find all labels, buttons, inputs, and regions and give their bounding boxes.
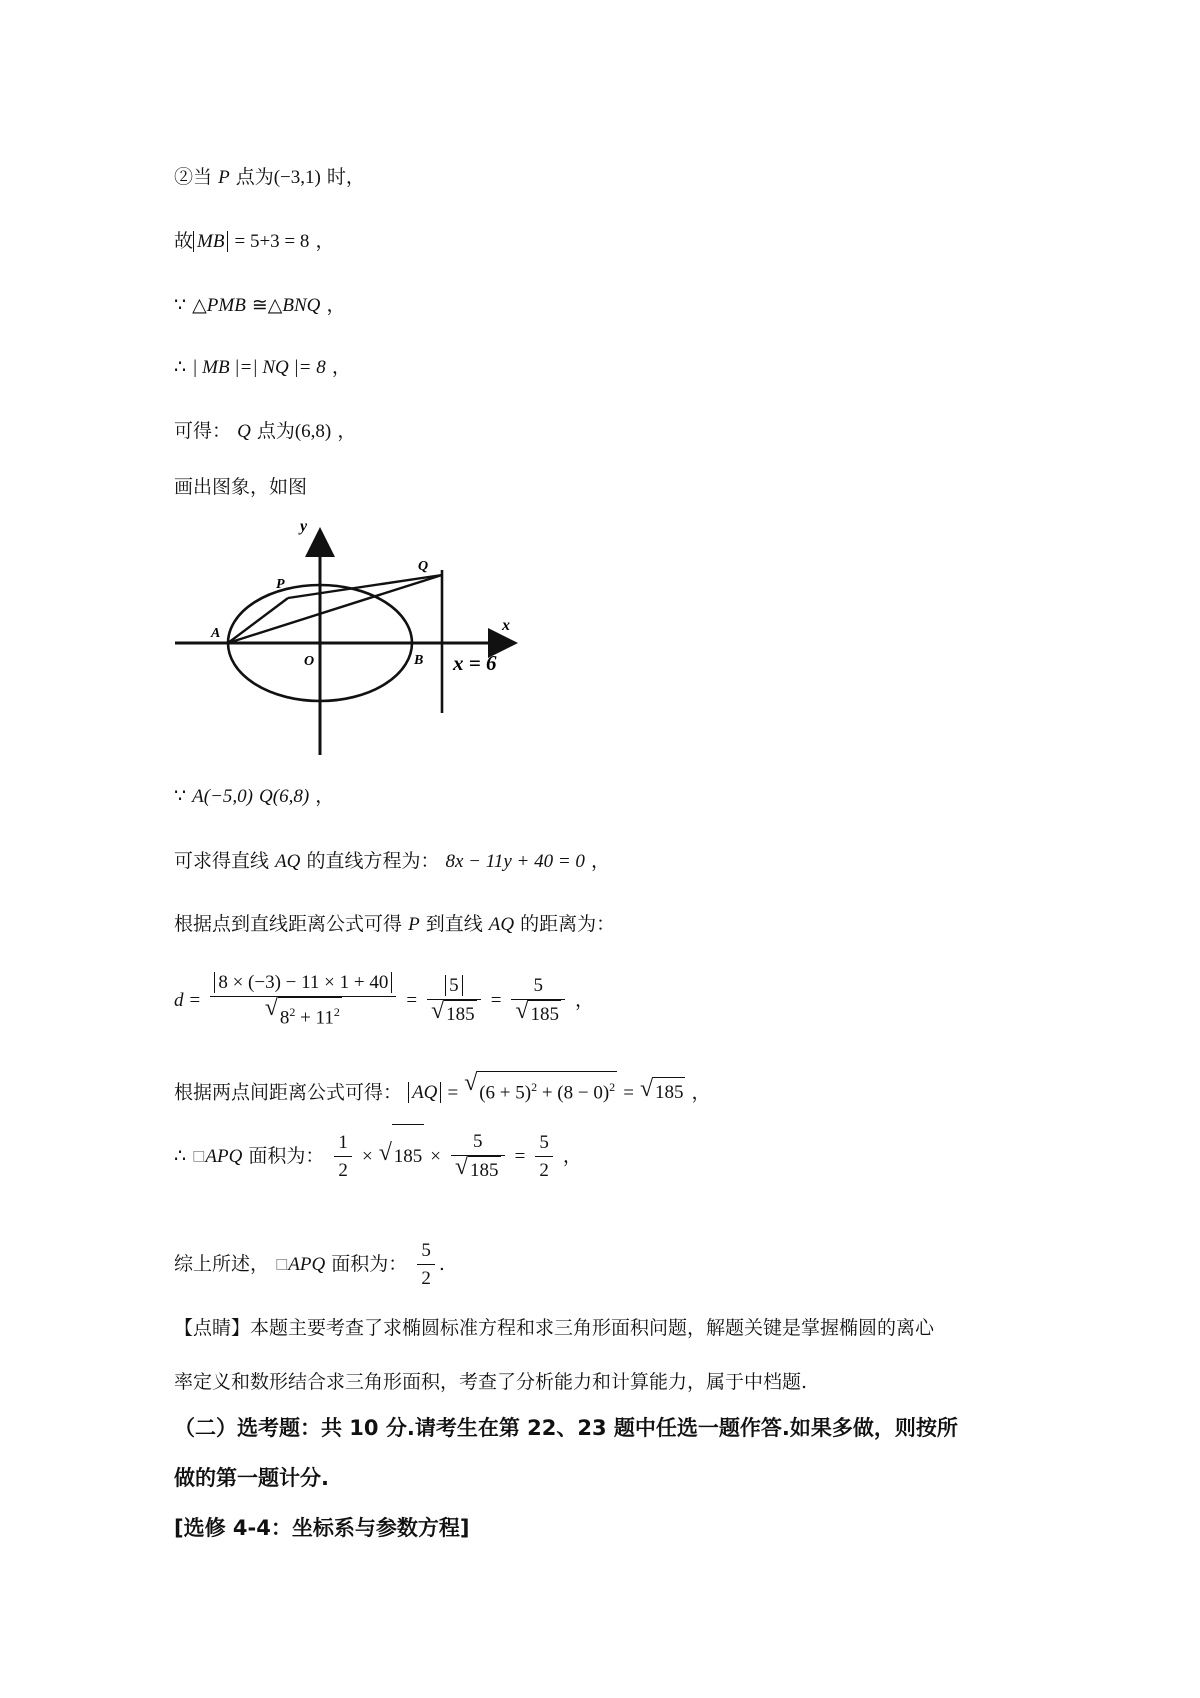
text: . [438,1253,445,1275]
text: 的距离为： [520,913,616,935]
math: APQ [288,1254,326,1275]
math: 185 [528,1000,561,1029]
math: × [430,1146,441,1167]
line-aq-equation [174,846,610,877]
section-heading-1 [174,1413,958,1443]
denominator: 2 [535,1156,553,1185]
math: = [447,1082,459,1104]
numerator: 1 [338,1131,348,1153]
text: ， [575,989,595,1011]
math: AQ [275,851,301,872]
section-heading-2 [174,1463,329,1493]
sqrt: √ $(6 + 5)^2 + (8 - 0)^2$ [464,1071,617,1108]
text: [选修 4-4：坐标系与参数方程] [174,1516,470,1540]
line-comment-2 [174,1367,807,1397]
line-p-point [174,162,365,193]
section-heading-3 [174,1513,469,1543]
text: 可求得直线 [174,850,270,872]
text: 画出图象，如图 [174,476,308,498]
text: 点为 [256,420,295,442]
math: = [514,1146,526,1167]
math: | MB |=| NQ |= 8 [192,357,326,378]
text: 做的第一题计分. [174,1466,329,1490]
fraction: 8 × (−3) − 11 × 1 + 40 √ $8^2 + 11^2$ [210,970,396,1032]
math: PMB [206,295,246,316]
line-congruent [174,290,345,321]
text: ∴ [174,356,187,378]
text: ， [326,294,346,316]
denominator: 185 [468,1156,501,1185]
label-y: y [300,518,308,535]
text: ∵ [174,294,187,316]
math: MB [193,231,228,252]
label-q: Q [418,559,429,574]
math: AQ [408,1082,441,1103]
line-nq [174,352,351,383]
math: (−3,1) [273,167,321,188]
math: P [408,914,420,935]
text: ， [315,785,335,807]
math: (6 + 5) [479,1082,532,1104]
math: ≅△ [251,294,283,316]
math: Q(6,8) [259,786,310,807]
math: = 5+3 = 8 [234,231,310,252]
math: A(−5,0) [192,786,253,807]
fraction [535,1130,553,1185]
math: = [623,1082,634,1104]
fraction [417,1238,435,1293]
text: 故 [174,230,194,252]
ellipse-figure [170,515,530,760]
line-aq-length [174,1071,711,1108]
denominator: 2 [334,1156,352,1185]
line-q-point [174,416,356,447]
math: + (8 − 0) [537,1082,610,1104]
text: 到直线 [425,913,483,935]
line-area: ∴ □APQ 面积为： $\frac{1}{2}$ × √ 185 × 5 √ 185 = $\frac{5}{2}$ ， [174,1124,582,1189]
numerator: 8 × (−3) − 11 × 1 + 40 [214,972,392,993]
numerator: 5 [473,1131,483,1152]
text: 可得： [174,420,232,442]
text: 根据点到直线距离公式可得 [174,913,403,935]
math: 2 [333,1004,340,1019]
label-a: A [211,626,221,641]
text: ∵ [174,785,187,807]
numerator: 5 [539,1131,549,1153]
text: 面积为： [248,1145,325,1167]
text: ， [590,850,610,872]
denominator: 2 [417,1264,435,1293]
numerator: 5 [533,975,543,996]
text: 时， [326,166,365,188]
math: × [361,1146,373,1167]
math: 8 [279,1007,290,1029]
line-mb [174,226,334,257]
fraction [334,1130,352,1185]
text: ， [562,1145,582,1167]
math: = [189,990,201,1011]
text: ， [337,420,357,442]
math: BNQ [282,295,321,316]
math: 2 [609,1080,616,1094]
sqrt: √ 185 [379,1124,425,1189]
math: △ [192,294,207,316]
label-x-eq-6: x = 6 [453,651,497,675]
math: 8x − 11y + 40 = 0 [445,851,585,872]
sqrt: √ 185 [640,1077,686,1108]
fraction: 5 √ 185 [511,973,565,1029]
math: 185 [392,1124,425,1189]
line-distance-intro [174,909,615,940]
math: P [218,167,230,188]
text: 【点睛】本题主要考查了求椭圆标准方程和求三角形面积问题，解题关键是掌握椭圆的离心 [174,1317,935,1339]
text: ， [331,356,351,378]
text: 面积为： [331,1253,408,1275]
text: （二）选考题：共 10 分.请考生在第 22、23 题中任选一题作答.如果多做，则按所 [174,1416,958,1440]
math: 2 [289,1004,296,1019]
text: ， [315,230,335,252]
math: 2 [531,1080,538,1094]
text: ②当 [174,166,213,188]
math: d [174,990,184,1011]
math: Q [237,421,251,442]
numerator: 5 [421,1239,431,1261]
math: + 11 [295,1007,334,1029]
math: = [490,990,502,1011]
line-comment-1 [174,1313,934,1343]
math: 185 [653,1077,686,1108]
text: 点为 [235,166,274,188]
text: 的直线方程为： [306,850,440,872]
line-aq-points [174,781,334,812]
math: = [406,990,418,1011]
label-o: O [304,654,315,669]
line-conclusion: 综上所述， □APQ 面积为： $\frac{5}{2}$ . [174,1232,445,1297]
label-x: x [502,617,510,634]
math: AQ [488,914,515,935]
label-b: B [414,653,424,668]
line-distance-formula [174,968,594,1033]
fraction: 5 √ 185 [427,973,481,1029]
segment-ap [228,598,288,643]
text: 率定义和数形结合求三角形面积，考查了分析能力和计算能力，属于中档题. [174,1371,808,1393]
text: 综上所述， [174,1253,270,1275]
math: 185 [444,1000,477,1029]
line-draw [174,472,307,502]
label-p: P [276,577,285,592]
math: (6,8) [294,421,332,442]
numerator: 5 [445,975,463,996]
text: ， [691,1081,711,1104]
text: 根据两点间距离公式可得： [174,1081,403,1104]
text: ∴ [174,1145,187,1167]
math: APQ [205,1146,243,1167]
fraction: 5 √ 185 [451,1129,505,1185]
